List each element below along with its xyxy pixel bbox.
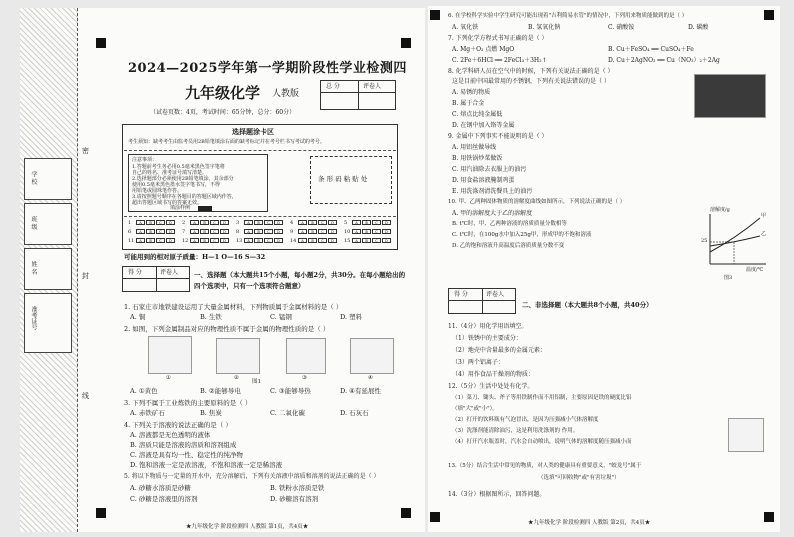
figure-caption: 图1 xyxy=(252,379,261,385)
question-4: 4. 下列关于溶液的说法正确的是（ ） xyxy=(124,421,232,429)
answer-bubble[interactable]: B xyxy=(362,238,371,243)
answer-bubble[interactable]: C xyxy=(264,238,273,243)
question-14: 14.（3分）根据图所示，回答问题。 xyxy=(448,491,546,498)
answer-bubble[interactable]: D xyxy=(382,229,391,234)
answer-bubble[interactable]: A xyxy=(244,220,253,225)
answer-bubble[interactable]: D xyxy=(166,238,175,243)
score-box-grader: 评卷人 xyxy=(363,83,382,90)
knife-photo xyxy=(694,74,766,118)
bottle-figure xyxy=(728,418,764,452)
answer-bubble[interactable]: B xyxy=(146,238,155,243)
edition-label: 人教版 xyxy=(272,89,300,99)
answer-bubble[interactable]: A xyxy=(352,238,361,243)
chart-series-jia: 甲 xyxy=(761,213,767,219)
right-page: 6. 在学校科学实验中学生研究可能出现着"吉利简易水管"的情况中，下列用来物质能做到的是（ ） A. 氧化铁 B. 氢氧化钠 C. 硝酸铵 D. 碳酸 7. 下列化学方程式书写正确的是（ ） A. Mg＋O₂ 点燃 MgO B. Cu＋FeSO₄ ══ CuSO₄＋Fe C. 2Fe＋6HCl ══ 2FeCl₃＋3H₂↑ D. Cu＋2AgNO₃ ══ Cu（NO₃）₂＋2Ag 8. 化学科研人员在空气中的时候，下列有关说法正确的是（ ） 这是目前中国最常用的不锈钢，下列有关说法错误的是（ ） A. 易锈的物质 B. 属于合金 C. 熔点比纯金属低 D. 在钢中加入铬等金属 9. 金属中下列事实不能说明的是（ ） A. 用铝丝做导线 B. 用铁锅炒菜做饭 C. 用汽油除去衣服上的油污 D. 用食盐溶液腌制鸡蛋 E. 用洗涤剂清洗餐具上的油污 10. 甲、乙两种固体物质的溶解度曲线如图所示，下列说法正确的是（ ） A. 甲的溶解度大于乙的溶解度 B. t℃时，甲、乙两种溶液的溶质质量分数相等 C. t℃时，在100g水中加入25g甲，形成甲的不饱和溶液 D. 乙的饱和溶液升高温度后溶质质量分数不变 溶解度/g 25 甲 乙 温度/℃ 图3 得 分 评卷人 二、非选择题（本大题共8个小题，共40分） 11.（4分）用化学用语填空。 （1）铁锈中的主要成分： （2）地壳中含量最多的金属元素： （3）两个铝离子： （4）用作食品干燥剂的物质： 12.（5分）生活中处处有化学。 （1）菜刀、锄头、斧子等用铁制作而不用铝制，主要原因是铁的硬度比铝 （填"大"或"小"）。 （2）打开的饮料瓶有气泡冒出，是因为压强减小气体溶解度 （3）洗涤剂能清除油污，这是利用洗涤剂的 作用。 （4）打开汽水瓶盖时，汽水会自动喷出，说明气体的溶解度随压强减小而 13.（5分）结合生活中常见的物质，对人类的健康具有重要意义，"蛟龙号"属于 （选填"可回收物"或"有害垃圾"） 14.（3分）根据图所示，回答问题。 ★九年级化学 阶段检测四 人教版 第2页，共4页★ xyxy=(428,6,780,532)
answer-bubble[interactable]: B xyxy=(146,220,155,225)
answer-card-note: 考生须知：缺考考生由监考员用2B铅笔填涂右面的缺考标记并在考号栏书写考试的考号。 xyxy=(128,139,325,145)
left-page: 学 校 班 级 姓 名 准考证号 密 封 线 2024—2025学年第一学期阶段性学业检测四 九年级化学 人教版 （试卷页数：4页，考试时间：65分钟，总分：60分） 总 分 评卷人 选择题涂卡区 考生须知：缺考考生由监考员用2B铅笔填涂右面的缺考标记并在考号栏书写考试的考号。 注意事项： 1.答题前考生务必用0.5毫米黑色签字笔将 自己的姓名、准考证号填写清楚。 2.选择题部分必须使用2B铅笔填涂，其余部分 使用0.5毫米黑色墨水签字笔书写，不得 用铅笔或圆珠笔作答。 3.请按照题号顺序在各题目的答题区域内作答， 超出答题区域书写的答案无效。 填涂样例 条 形 码 粘 贴 处 1 A B C D 2 A B C D 3 A B C D 4 A B C D 5 A B C D 6 A B C D 7 A B C D 8 A B C D 9 A B C D 10 A B C D 11 A B C D 12 A B C D 13 A B C D 14 A B C D 15 A B C D 可能用到的相对原子质量：H—1 O—16 S—32 得 分 评卷人 一、选择题（本大题共15个小题，每小题2分，共30分。在每小题给出的 四个选项中，只有一个选项符合题意） 1. 石家庄市地铁建设运用了大量金属材料，下列物质属于金属材料的是（ ） A. 铜 B. 生铁 C. 锰钢 D. 塑料 2. 如图，下列金属制品对应的物理性质不属于金属的物理性质的是（ ） ① ② ③ ④ 图1 A. ①黄色 B. ②能够导电 C. ③能够导热 D. ④有延展性 3. 下列不属于工业炼铁的主要原料的是（ ） A. 赤铁矿石 B. 焦炭 C. 二氧化碳 D. 石灰石 4. 下列关于溶液的说法正确的是（ ） A. 溶液都是无色透明的液体 B. 溶质只能是溶液的溶质和溶剂组成 C. 溶液是具有均一性、稳定性的纯净物 D. 饱和溶液一定是浓溶液，不饱和溶液一定是稀溶液 5. 将以下物质与一定量的开水中，充分溶解后，下列有关溶液中溶质和溶剂的说法正确的是（ ） A. 砂糖水溶质是砂糖 B. 铁粉水溶质是铁 C. 砂糖是溶液里的溶剂 D. 砂糖溶有溶剂 ★九年级化学 阶段检测四 人教版 第1页，共4页★ xyxy=(20,8,425,532)
answer-bubble[interactable]: B xyxy=(308,238,317,243)
answer-bubble[interactable]: A xyxy=(190,220,199,225)
corner-marker xyxy=(764,512,774,522)
question-number: 8 xyxy=(236,229,240,235)
answer-bubble[interactable]: D xyxy=(382,238,391,243)
answer-bubble[interactable]: A xyxy=(298,238,307,243)
chart-figure-label: 图3 xyxy=(724,275,733,281)
question-number: 12 xyxy=(182,238,189,244)
answer-bubble[interactable]: B xyxy=(254,229,263,234)
figure-2-item xyxy=(216,338,260,374)
answer-bubble[interactable]: C xyxy=(264,229,273,234)
answer-bubble[interactable]: D xyxy=(274,238,283,243)
answer-bubble[interactable]: A xyxy=(136,229,145,234)
answer-bubble[interactable]: D xyxy=(328,229,337,234)
answer-bubble[interactable]: B xyxy=(254,238,263,243)
answer-bubble-group xyxy=(236,238,284,244)
answer-bubble[interactable]: A xyxy=(244,238,253,243)
curve-jia xyxy=(710,218,760,252)
question-11: 11.（4分）用化学用语填空。 xyxy=(448,323,528,330)
chart-series-yi: 乙 xyxy=(761,231,767,237)
answer-bubble[interactable]: C xyxy=(264,220,273,225)
answer-bubble[interactable]: A xyxy=(244,229,253,234)
question-number: 2 xyxy=(182,220,186,226)
corner-marker xyxy=(430,10,440,20)
right-footer: ★九年级化学 阶段检测四 人教版 第2页，共4页★ xyxy=(528,520,651,526)
answer-bubble[interactable]: D xyxy=(274,220,283,225)
answer-bubble[interactable]: B xyxy=(308,229,317,234)
answer-bubble[interactable]: A xyxy=(298,220,307,225)
answer-bubble-group xyxy=(128,238,176,244)
question-13: 13.（5分）结合生活中常见的物质，对人类的健康具有重要意义，"蛟龙号"属于 xyxy=(448,463,642,469)
answer-bubble[interactable]: D xyxy=(328,238,337,243)
corner-marker xyxy=(96,38,106,48)
question-number: 1 xyxy=(128,220,132,226)
answer-bubble-group xyxy=(182,220,230,226)
corner-marker xyxy=(764,10,774,20)
question-1: 1. 石家庄市地铁建设运用了大量金属材料，下列物质属于金属材料的是（ ） xyxy=(124,303,343,311)
answer-bubble[interactable]: C xyxy=(210,220,219,225)
answer-bubble[interactable]: D xyxy=(166,229,175,234)
question-10: 10. 甲、乙两种固体物质的溶解度曲线如图所示，下列说法正确的是（ ） xyxy=(448,199,626,205)
question-12: 12.（5分）生活中处处有化学。 xyxy=(448,383,534,390)
answer-bubble[interactable]: A xyxy=(352,220,361,225)
question-9: 9. 金属中下列事实不能说明的是（ ） xyxy=(448,133,548,140)
example-label: 填涂样例 xyxy=(170,205,191,211)
answer-bubble-group xyxy=(290,229,338,235)
answer-bubble-group xyxy=(290,220,338,226)
answer-bubble[interactable]: A xyxy=(298,229,307,234)
bind-label: 线 xyxy=(82,392,89,400)
atomic-mass: 可能用到的相对原子质量：H—1 O—16 S—32 xyxy=(124,253,266,261)
section1-heading: 一、选择题（本大题共15个小题，每小题2分，共30分。在每小题给出的 xyxy=(194,271,406,279)
answer-bubble[interactable]: C xyxy=(156,220,165,225)
answer-bubble[interactable]: D xyxy=(274,229,283,234)
barcode-label: 条 形 码 粘 贴 处 xyxy=(318,175,368,183)
figure-3-item xyxy=(286,338,326,374)
answer-bubble[interactable]: B xyxy=(200,238,209,243)
question-number: 14 xyxy=(290,238,297,244)
answer-bubble-group xyxy=(290,238,338,244)
corner-marker xyxy=(401,508,411,518)
answer-bubble[interactable]: A xyxy=(136,238,145,243)
question-number: 13 xyxy=(236,238,243,244)
answer-bubble[interactable]: A xyxy=(190,238,199,243)
question-number: 7 xyxy=(182,229,186,235)
answer-bubble[interactable]: C xyxy=(156,238,165,243)
answer-bubble[interactable]: D xyxy=(220,220,229,225)
answer-card-title: 选择题涂卡区 xyxy=(232,127,274,136)
exam-info: （试卷页数：4页，考试时间：65分钟，总分：60分） xyxy=(150,109,296,116)
binding-strip xyxy=(20,8,78,532)
answer-bubble[interactable]: B xyxy=(362,220,371,225)
score-box-total: 总 分 xyxy=(326,83,340,90)
answer-bubble-group xyxy=(236,229,284,235)
answer-bubble-group xyxy=(236,220,284,226)
answer-bubble-group xyxy=(182,229,230,235)
answer-bubble[interactable]: C xyxy=(372,220,381,225)
section1-heading-2: 四个选项中，只有一个选项符合题意） xyxy=(194,282,305,290)
section2-heading: 二、非选择题（本大题共8个小题，共40分） xyxy=(522,301,653,309)
question-number: 6 xyxy=(128,229,132,235)
question-number: 9 xyxy=(290,229,294,235)
answer-bubble[interactable]: A xyxy=(190,229,199,234)
question-number: 5 xyxy=(344,220,348,226)
question-3: 3. 下列不属于工业炼铁的主要原料的是（ ） xyxy=(124,399,252,407)
question-number: 11 xyxy=(128,238,135,244)
solubility-chart xyxy=(700,208,770,274)
question-number: 3 xyxy=(236,220,240,226)
exam-number-field: 准考证号 xyxy=(24,293,72,353)
question-number: 10 xyxy=(344,229,351,235)
answer-bubble-group xyxy=(344,238,392,244)
chart-tick: 25 xyxy=(701,238,708,244)
bind-label: 封 xyxy=(82,272,89,280)
corner-marker xyxy=(430,512,440,522)
exam-title: 2024—2025学年第一学期阶段性学业检测四 xyxy=(128,61,407,76)
answer-bubble[interactable]: B xyxy=(200,220,209,225)
answer-bubble[interactable]: C xyxy=(372,229,381,234)
figure-4-item xyxy=(350,338,394,374)
corner-marker xyxy=(96,508,106,518)
answer-bubble[interactable]: D xyxy=(220,238,229,243)
answer-bubble-group xyxy=(344,220,392,226)
school-field: 学 校 xyxy=(24,158,72,200)
answer-bubble[interactable]: A xyxy=(352,229,361,234)
example-bubble xyxy=(198,206,212,211)
answer-bubble[interactable]: B xyxy=(254,220,263,225)
name-field: 姓 名 xyxy=(24,248,72,290)
question-5: 5. 将以下物质与一定量的开水中，充分溶解后，下列有关溶液中溶质和溶剂的说法正确的是（ ） xyxy=(124,473,380,480)
answer-bubble-group xyxy=(344,229,392,235)
question-number: 4 xyxy=(290,220,294,226)
question-7: 7. 下列化学方程式书写正确的是（ ） xyxy=(448,35,548,42)
question-2: 2. 如图，下列金属制品对应的物理性质不属于金属的物理性质的是（ ） xyxy=(124,325,330,333)
answer-bubble[interactable]: C xyxy=(318,229,327,234)
figure-1-item xyxy=(148,336,192,374)
answer-bubble[interactable]: C xyxy=(318,220,327,225)
answer-bubble-group xyxy=(128,220,176,226)
answer-bubble[interactable]: C xyxy=(318,238,327,243)
answer-bubble-group xyxy=(128,229,176,235)
answer-bubble-group xyxy=(182,238,230,244)
answer-bubble[interactable]: B xyxy=(200,229,209,234)
curve-yi xyxy=(710,236,760,246)
class-field: 班 级 xyxy=(24,203,72,245)
answer-bubble[interactable]: D xyxy=(220,229,229,234)
subject-title: 九年级化学 xyxy=(185,84,261,102)
left-footer: ★九年级化学 阶段检测四 人教版 第1页，共4页★ xyxy=(186,524,309,530)
chart-y-label: 溶解度/g xyxy=(710,207,730,213)
answer-bubble[interactable]: D xyxy=(382,220,391,225)
corner-marker xyxy=(401,38,411,48)
answer-bubble[interactable]: D xyxy=(166,220,175,225)
answer-bubble[interactable]: B xyxy=(146,229,155,234)
answer-bubble[interactable]: B xyxy=(362,229,371,234)
answer-bubble[interactable]: C xyxy=(210,229,219,234)
answer-bubble[interactable]: C xyxy=(210,238,219,243)
answer-bubble[interactable]: C xyxy=(372,238,381,243)
question-number: 15 xyxy=(344,238,351,244)
answer-bubble[interactable]: A xyxy=(136,220,145,225)
answer-bubble[interactable]: B xyxy=(308,220,317,225)
question-6: 6. 在学校科学实验中学生研究可能出现着"吉利简易水管"的情况中，下列用来物质能做到的是（ ） xyxy=(448,13,688,19)
answer-bubble[interactable]: D xyxy=(328,220,337,225)
answer-bubble[interactable]: C xyxy=(156,229,165,234)
chart-x-label: 温度/℃ xyxy=(746,267,764,273)
question-8: 8. 化学科研人员在空气中的时候，下列有关说法正确的是（ ） xyxy=(448,68,614,75)
bind-label: 密 xyxy=(82,147,89,155)
